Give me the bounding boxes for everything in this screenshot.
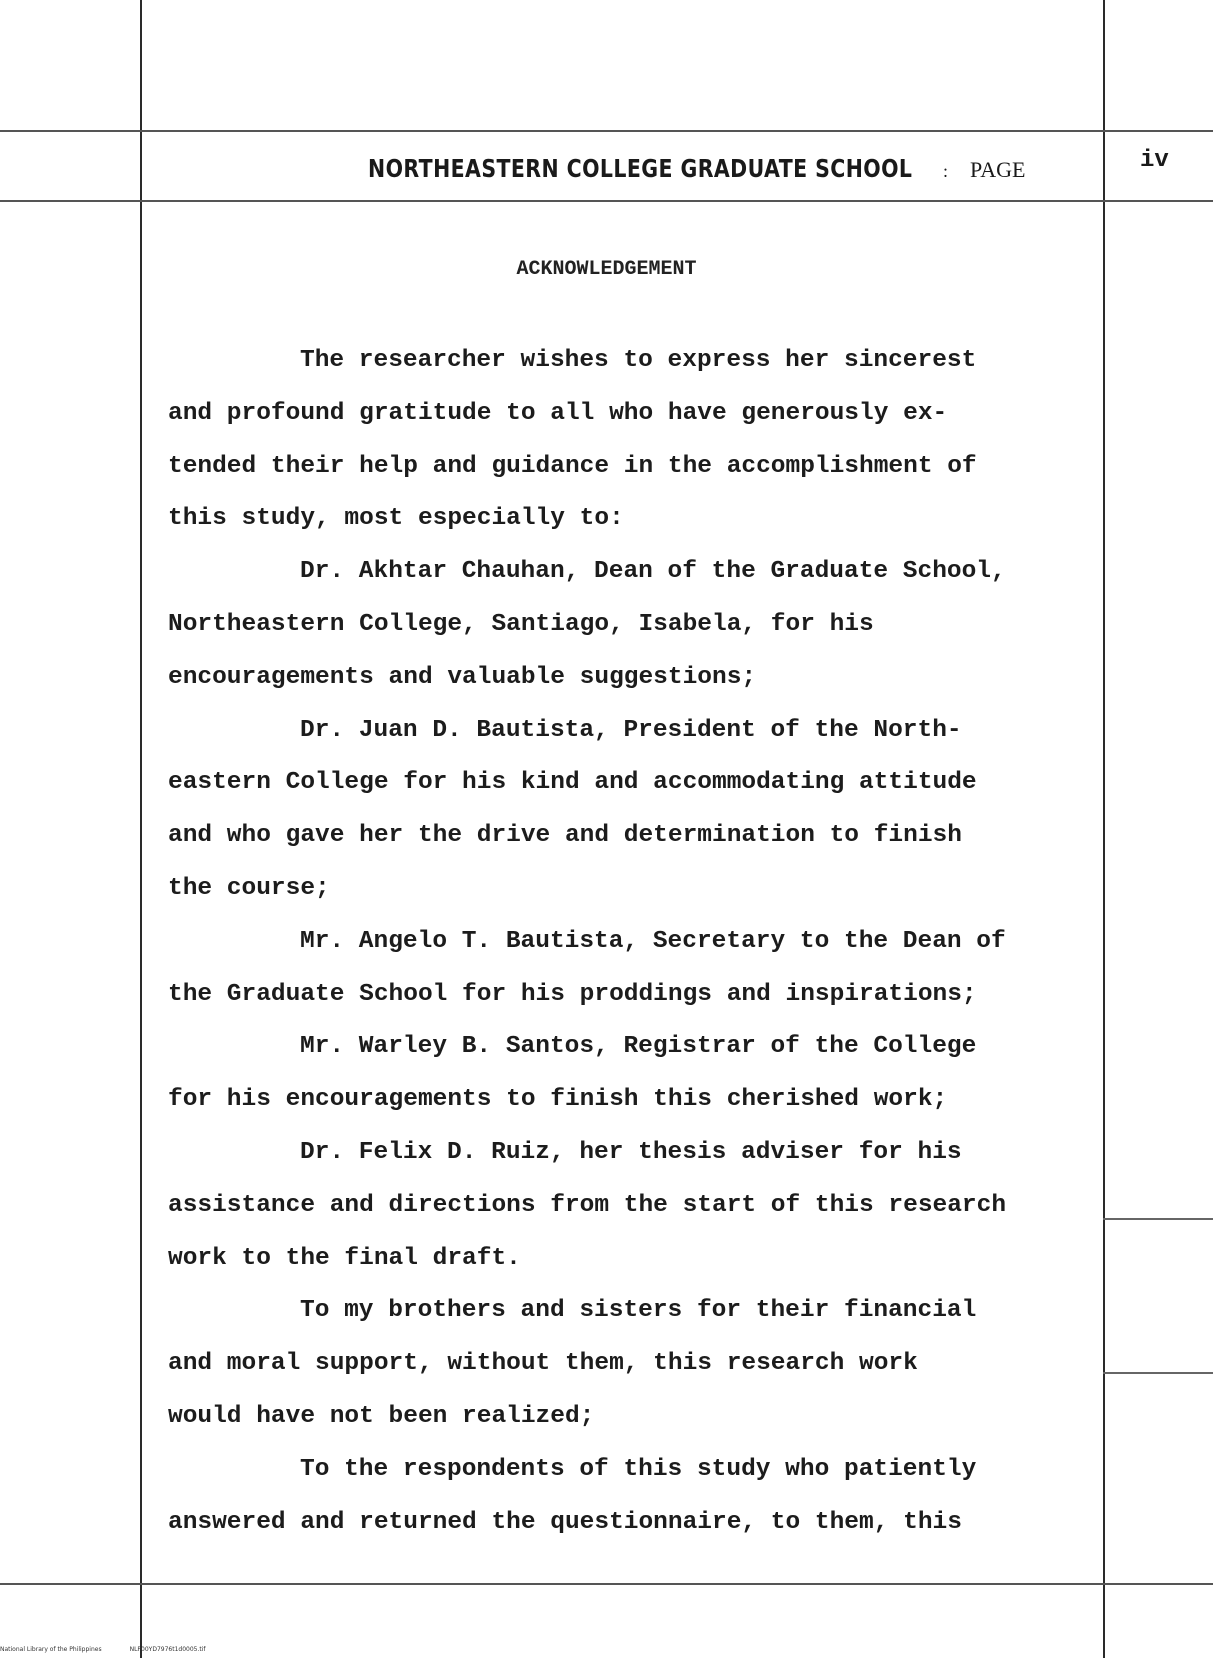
text-line: assistance and directions from the start of this research [168, 1191, 1007, 1219]
text-line: The researcher wishes to express her sincerest [300, 347, 977, 374]
text-line: encouragements and valuable suggestions; [168, 663, 757, 691]
text-line: work to the final draft. [168, 1244, 521, 1272]
scan-caption [0, 1646, 206, 1653]
text-line: and moral support, without them, this research work [168, 1350, 918, 1378]
text-line: and profound gratitude to all who have generously ex- [168, 399, 948, 427]
header-top-rule [0, 130, 1213, 132]
text-line: this study, most especially to: [168, 505, 624, 533]
text-line: To the respondents of this study who patiently [300, 1455, 977, 1483]
text-line: answered and returned the questionnaire, to them, this [168, 1508, 962, 1536]
library-name: National Library of the Philippines [0, 1646, 102, 1653]
text-line: To my brothers and sisters for their financial [300, 1297, 977, 1325]
right-column-rule-upper [1103, 1218, 1213, 1220]
text-line: Dr. Juan D. Bautista, President of the North- [300, 716, 962, 744]
document-heading: ACKNOWLEDGEMENT [516, 258, 697, 281]
right-column-rule-lower [1103, 1372, 1213, 1374]
text-line: eastern College for his kind and accommodating attitude [168, 769, 977, 797]
file-id: NLP00YD7976t1d0005.tif [129, 1646, 206, 1653]
text-line: the Graduate School for his proddings and inspirations; [168, 980, 977, 1008]
page-label-text: PAGE [970, 157, 1026, 182]
text-line: would have not been realized; [168, 1402, 595, 1430]
text-line: for his encouragements to finish this cherished work; [168, 1086, 948, 1114]
page-label-separator: : [943, 161, 949, 181]
text-line: Northeastern College, Santiago, Isabela, for his [168, 610, 874, 638]
right-margin-line [1103, 0, 1105, 1658]
footer-rule [0, 1583, 1213, 1585]
acknowledgement-body [168, 335, 1088, 1549]
school-name-header: NORTHEASTERN COLLEGE GRADUATE SCHOOL [368, 154, 913, 183]
page-number: iv [1140, 147, 1169, 174]
header-bottom-rule [0, 200, 1213, 202]
text-line: Mr. Warley B. Santos, Registrar of the College [300, 1033, 977, 1061]
text-line: Mr. Angelo T. Bautista, Secretary to the Dean of [300, 927, 1006, 955]
left-margin-line [140, 0, 142, 1658]
text-line: tended their help and guidance in the accomplishment of [168, 452, 977, 480]
text-line: Dr. Akhtar Chauhan, Dean of the Graduate School, [300, 558, 1006, 586]
page-label [943, 157, 1025, 183]
text-line: and who gave her the drive and determination to finish [168, 822, 962, 850]
text-line: Dr. Felix D. Ruiz, her thesis adviser for his [300, 1138, 962, 1166]
text-line: the course; [168, 874, 330, 902]
